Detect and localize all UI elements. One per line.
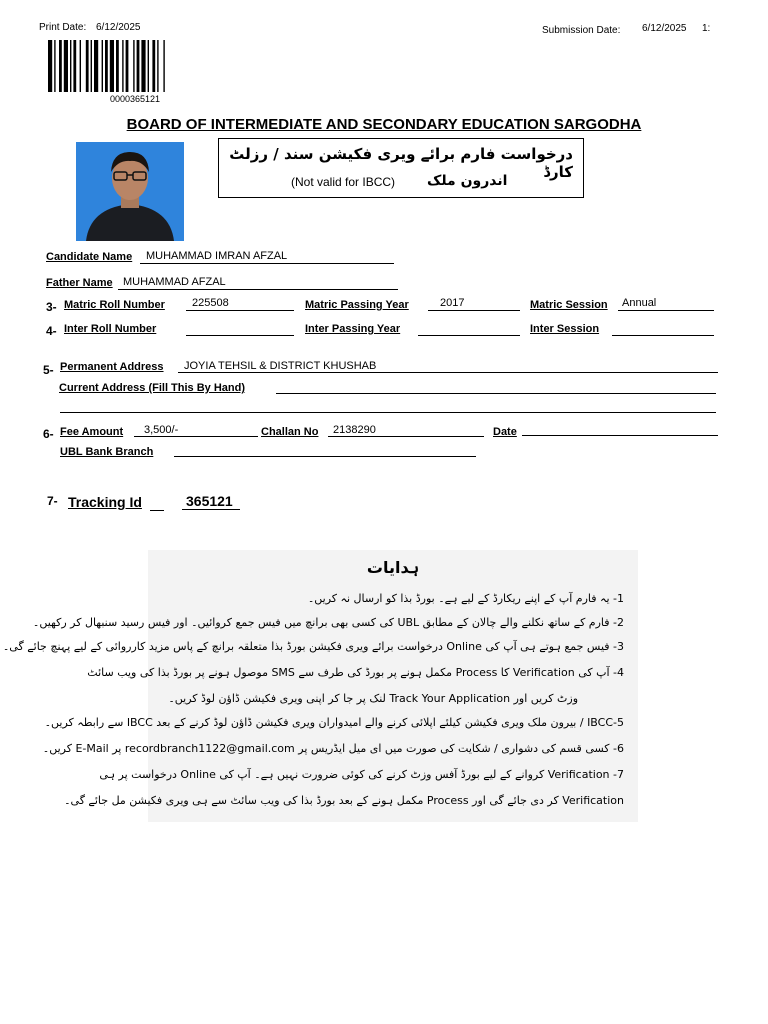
row-6-number: 6- <box>43 427 54 441</box>
instruction-item: 7- Verification کروانے کے لیے بورڈ آفس وزٹ کرنے کی کوئی ضرورت نہیں ہے۔ آپ کی Online درخواست پر ہی <box>99 768 624 781</box>
barcode <box>44 40 230 92</box>
inland-note: اندرون ملک <box>427 173 508 189</box>
father-name-label: Father Name <box>46 277 113 289</box>
fee-amount-line <box>134 436 258 437</box>
challan-no-line <box>328 436 484 437</box>
matric-session-line <box>618 310 714 311</box>
candidate-name-label: Candidate Name <box>46 251 133 263</box>
current-address-line-2 <box>60 412 716 413</box>
matric-roll-value: 225508 <box>192 297 229 309</box>
matric-roll-label: Matric Roll Number <box>64 299 165 311</box>
inter-session-line <box>612 335 714 336</box>
challan-no-value: 2138290 <box>333 424 376 436</box>
row-5-number: 5- <box>43 363 54 377</box>
inter-year-label: Inter Passing Year <box>305 323 401 335</box>
permanent-address-label: Permanent Address <box>60 361 164 373</box>
inter-session-label: Inter Session <box>530 323 600 335</box>
submission-time-fragment: 1: <box>702 23 711 34</box>
inter-year-line <box>418 335 520 336</box>
current-address-label: Current Address (Fill This By Hand) <box>59 382 246 394</box>
instructions-panel <box>2 550 638 822</box>
candidate-name-line <box>140 263 394 264</box>
inter-roll-label: Inter Roll Number <box>64 323 157 335</box>
print-date: 6/12/2025 <box>96 22 141 33</box>
matric-year-line <box>428 310 520 311</box>
tracking-id-line <box>182 509 240 510</box>
tracking-id-label: Tracking Id <box>68 494 142 510</box>
row-3-number: 3- <box>46 300 57 314</box>
matric-year-label: Matric Passing Year <box>305 299 409 311</box>
date-line <box>522 435 718 436</box>
ubl-branch-label: UBL Bank Branch <box>60 446 154 458</box>
instruction-item: 1- یہ فارم آپ کے اپنے ریکارڈ کے لیے ہے۔ بورڈ بذا کو ارسال نہ کریں۔ <box>307 592 624 605</box>
submission-date: 6/12/2025 <box>642 23 687 34</box>
instruction-item: 3- فیس جمع ہوتے ہی آپ کی Online درخواست برائے ویری فکیشن بورڈ بذا متعلقہ برانچ کے پاس مزید کارروائی کے لیے پہنچ جائے گی۔ <box>2 640 624 653</box>
board-title: BOARD OF INTERMEDIATE AND SECONDARY EDUCATION SARGODHA <box>126 116 642 133</box>
instruction-item: Verification کر دی جائے گی اور Process مکمل ہونے کے بعد بورڈ بذا کی ویب سائٹ سے ہی ویری فکیشن مل جائے گی۔ <box>64 794 624 807</box>
form-title-box <box>218 138 584 198</box>
instruction-item: 2- فارم کے ساتھ نکلنے والے چالان کے مطابق UBL کی کسی بھی برانچ میں فیس جمع کروائیں۔ اور فیس رسید سنبھال کر رکھیں۔ <box>32 616 624 629</box>
urdu-form-title: درخواست فارم برائے ویری فکیشن سند / رزلٹ کارڈ <box>229 145 573 181</box>
father-name-line <box>118 289 398 290</box>
instruction-item: 4- آپ کی Verification کا Process مکمل ہونے پر بورڈ کی طرف سے SMS موصول ہونے پر بورڈ بذا کی ویب سائٹ <box>87 666 624 679</box>
tracking-id-value: 365121 <box>186 493 233 509</box>
barcode-number: 0000365121 <box>110 94 161 104</box>
father-name-value: MUHAMMAD AFZAL <box>123 276 226 288</box>
submission-date-label: Submission Date: <box>542 25 621 36</box>
row-4-number: 4- <box>46 324 57 338</box>
challan-no-label: Challan No <box>261 426 319 438</box>
candidate-photo <box>76 142 184 241</box>
inter-roll-line <box>186 335 294 336</box>
ubl-branch-line <box>174 456 476 457</box>
matric-session-label: Matric Session <box>530 299 608 311</box>
instruction-item: IBCC-5 / بیرون ملک ویری فکیشن کیلئے اپلائی کرنے والے امیدواران ویری فکیشن ڈاؤن لوڈ کرنے کے بعد IBCC سے رابطہ کریں۔ <box>44 716 624 729</box>
instruction-item: 6- کسی قسم کی دشواری / شکایت کی صورت میں ای میل ایڈریس پر recordbranch1122@gmail.com پر E-Mail کریں۔ <box>42 742 624 755</box>
matric-roll-line <box>186 310 294 311</box>
tracking-label-line <box>150 510 164 511</box>
fee-amount-label: Fee Amount <box>60 426 124 438</box>
permanent-address-value: JOYIA TEHSIL & DISTRICT KHUSHAB <box>184 360 377 372</box>
ibcc-note: (Not valid for IBCC) <box>291 175 396 189</box>
matric-year-value: 2017 <box>440 297 465 309</box>
instruction-item: وزٹ کریں اور Track Your Application لنک پر جا کر اپنی ویری فکیشن ڈاؤن لوڈ کریں۔ <box>168 692 578 705</box>
row-7-number: 7- <box>47 494 58 508</box>
matric-session-value: Annual <box>622 297 657 309</box>
permanent-address-line <box>178 372 718 373</box>
print-date-label: Print Date: <box>39 22 87 33</box>
current-address-line-1 <box>276 393 716 394</box>
instructions-heading: ہدایات <box>366 558 420 577</box>
candidate-name-value: MUHAMMAD IMRAN AFZAL <box>146 250 288 262</box>
date-label: Date <box>493 426 517 438</box>
fee-amount-value: 3,500/- <box>144 424 179 436</box>
